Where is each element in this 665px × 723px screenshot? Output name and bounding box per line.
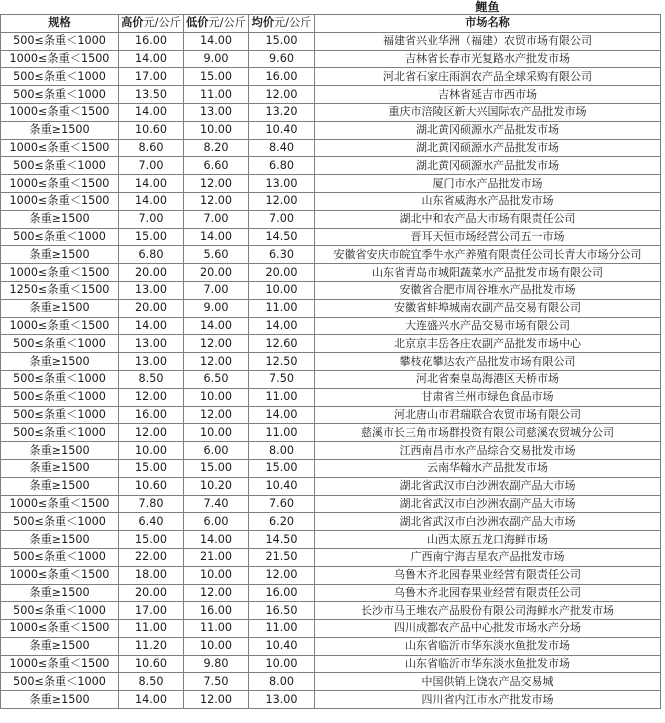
cell-avg-price[interactable]: 7.50	[249, 370, 315, 388]
sheet-title: 鲤鱼	[315, 0, 661, 15]
cell-avg-price[interactable]: 20.00	[249, 264, 315, 282]
cell-high-price[interactable]: 20.00	[119, 584, 184, 602]
cell-spec[interactable]: 500≤条重＜1000	[1, 335, 119, 353]
cell-spec[interactable]: 条重≥1500	[1, 531, 119, 549]
cell-high-price[interactable]: 8.50	[119, 370, 184, 388]
cell-spec[interactable]: 条重≥1500	[1, 210, 119, 228]
cell-high-price[interactable]: 12.00	[119, 424, 184, 442]
cell-market[interactable]: 广西南宁海吉星农产品批发市场	[315, 548, 661, 566]
cell-market[interactable]: 江西南昌市水产品综合交易批发市场	[315, 442, 661, 460]
header-spec[interactable]: 规格	[1, 15, 119, 33]
cell-avg-price[interactable]: 8.00	[249, 673, 315, 691]
cell-market[interactable]: 云南华翰水产品批发市场	[315, 459, 661, 477]
cell-avg-price[interactable]: 8.00	[249, 442, 315, 460]
cell-avg-price[interactable]: 12.00	[249, 192, 315, 210]
cell-avg-price[interactable]: 16.50	[249, 602, 315, 620]
cell-low-price[interactable]: 10.00	[184, 388, 249, 406]
cell-low-price[interactable]: 6.50	[184, 370, 249, 388]
cell-low-price[interactable]: 10.00	[184, 121, 249, 139]
cell-high-price[interactable]: 10.60	[119, 121, 184, 139]
cell-low-price[interactable]: 10.20	[184, 477, 249, 495]
cell-avg-price[interactable]: 11.00	[249, 620, 315, 638]
cell-avg-price[interactable]: 10.00	[249, 655, 315, 673]
table-row	[1, 175, 661, 193]
cell-avg-price[interactable]: 16.00	[249, 68, 315, 86]
cell-high-price[interactable]: 13.50	[119, 86, 184, 104]
cell-avg-price[interactable]: 12.60	[249, 335, 315, 353]
cell-low-price[interactable]: 12.00	[184, 335, 249, 353]
cell-spec[interactable]: 1250≤条重＜1500	[1, 281, 119, 299]
cell-avg-price[interactable]: 9.60	[249, 50, 315, 68]
cell-spec[interactable]: 500≤条重＜1000	[1, 228, 119, 246]
cell-market[interactable]: 乌鲁木齐北园春果业经营有限责任公司	[315, 566, 661, 584]
cell-spec[interactable]: 1000≤条重＜1500	[1, 495, 119, 513]
cell-spec[interactable]: 1000≤条重＜1500	[1, 50, 119, 68]
cell-market[interactable]: 河北省石家庄雨润农产品全球采购有限公司	[315, 68, 661, 86]
cell-avg-price[interactable]: 14.00	[249, 406, 315, 424]
table-row	[1, 335, 661, 353]
cell-avg-price[interactable]: 13.20	[249, 103, 315, 121]
cell-high-price[interactable]: 15.00	[119, 459, 184, 477]
cell-market[interactable]: 乌鲁木齐北园春果业经营有限责任公司	[315, 584, 661, 602]
cell-market[interactable]: 攀枝花攀达农产品批发市场有限公司	[315, 353, 661, 371]
table-row	[1, 459, 661, 477]
table-row	[1, 495, 661, 513]
cell-market[interactable]: 甘肃省兰州市绿色食品市场	[315, 388, 661, 406]
cell-low-price[interactable]: 14.00	[184, 531, 249, 549]
title-row	[1, 0, 661, 15]
cell-low-price[interactable]: 11.00	[184, 620, 249, 638]
cell-market[interactable]: 湖北黄冈硕源水产品批发市场	[315, 139, 661, 157]
cell-low-price[interactable]: 12.00	[184, 691, 249, 709]
cell-high-price[interactable]: 10.00	[119, 442, 184, 460]
cell-high-price[interactable]: 14.00	[119, 317, 184, 335]
cell-market[interactable]: 长沙市马王堆农产品股份有限公司海鲜水产批发市场	[315, 602, 661, 620]
cell-low-price[interactable]: 14.00	[184, 32, 249, 50]
cell-spec[interactable]: 条重≥1500	[1, 299, 119, 317]
cell-market[interactable]: 湖北黄冈硕源水产品批发市场	[315, 121, 661, 139]
cell-market[interactable]: 晋耳天恒市场经营公司五一市场	[315, 228, 661, 246]
cell-high-price[interactable]: 16.00	[119, 32, 184, 50]
cell-market[interactable]: 湖北省武汉市白沙洲农副产品大市场	[315, 477, 661, 495]
cell-low-price[interactable]: 12.00	[184, 353, 249, 371]
cell-avg-price[interactable]: 14.50	[249, 531, 315, 549]
cell-avg-price[interactable]: 16.00	[249, 584, 315, 602]
header-high-price[interactable]	[119, 15, 184, 33]
cell-high-price[interactable]: 10.60	[119, 477, 184, 495]
cell-market[interactable]: 安徽省安庆市皖宜季牛水产养殖有限责任公司长青大市场分公司	[315, 246, 661, 264]
cell-avg-price[interactable]: 21.50	[249, 548, 315, 566]
cell-high-price[interactable]: 14.00	[119, 50, 184, 68]
cell-market[interactable]: 重庆市涪陵区新大兴国际农产品批发市场	[315, 103, 661, 121]
table-row	[1, 86, 661, 104]
cell-low-price[interactable]: 14.00	[184, 317, 249, 335]
cell-market[interactable]: 厦门市水产品批发市场	[315, 175, 661, 193]
cell-market[interactable]: 山西太原五龙口海鲜市场	[315, 531, 661, 549]
table-row	[1, 637, 661, 655]
cell-high-price[interactable]: 15.00	[119, 228, 184, 246]
cell-avg-price[interactable]: 14.00	[249, 317, 315, 335]
cell-high-price[interactable]: 15.00	[119, 531, 184, 549]
cell-spec[interactable]: 500≤条重＜1000	[1, 406, 119, 424]
header-avg-price[interactable]	[249, 15, 315, 33]
cell-spec[interactable]: 1000≤条重＜1500	[1, 620, 119, 638]
cell-high-price[interactable]: 17.00	[119, 68, 184, 86]
cell-low-price[interactable]: 13.00	[184, 103, 249, 121]
cell-spec[interactable]: 500≤条重＜1000	[1, 602, 119, 620]
table-row	[1, 121, 661, 139]
table-row	[1, 655, 661, 673]
cell-spec[interactable]: 1000≤条重＜1500	[1, 566, 119, 584]
cell-high-price[interactable]: 7.00	[119, 157, 184, 175]
cell-spec[interactable]: 1000≤条重＜1500	[1, 192, 119, 210]
header-high-unit: 元/公斤	[143, 16, 181, 30]
cell-high-price[interactable]: 8.60	[119, 139, 184, 157]
cell-avg-price[interactable]: 10.40	[249, 121, 315, 139]
cell-spec[interactable]: 500≤条重＜1000	[1, 68, 119, 86]
cell-market[interactable]: 安徽省合肥市周谷堆水产品批发市场	[315, 281, 661, 299]
cell-market[interactable]: 吉林省长春市光复路水产批发市场	[315, 50, 661, 68]
cell-market[interactable]: 湖北省武汉市白沙洲农副产品大市场	[315, 513, 661, 531]
cell-low-price[interactable]: 5.60	[184, 246, 249, 264]
cell-high-price[interactable]: 13.00	[119, 335, 184, 353]
cell-low-price[interactable]: 6.00	[184, 513, 249, 531]
cell-high-price[interactable]: 8.50	[119, 673, 184, 691]
cell-market[interactable]: 湖北省武汉市白沙洲农副产品大市场	[315, 495, 661, 513]
cell-low-price[interactable]: 21.00	[184, 548, 249, 566]
cell-high-price[interactable]: 13.00	[119, 353, 184, 371]
cell-spec[interactable]: 1000≤条重＜1500	[1, 103, 119, 121]
cell-low-price[interactable]: 16.00	[184, 602, 249, 620]
cell-spec[interactable]: 条重≥1500	[1, 246, 119, 264]
cell-low-price[interactable]: 12.00	[184, 406, 249, 424]
cell-high-price[interactable]: 7.80	[119, 495, 184, 513]
cell-high-price[interactable]: 18.00	[119, 566, 184, 584]
cell-spec[interactable]: 500≤条重＜1000	[1, 513, 119, 531]
cell-low-price[interactable]: 10.00	[184, 637, 249, 655]
cell-low-price[interactable]: 20.00	[184, 264, 249, 282]
cell-market[interactable]: 河北唐山市君瑞联合农贸市场有限公司	[315, 406, 661, 424]
cell-spec[interactable]: 条重≥1500	[1, 121, 119, 139]
header-low-label: 低价	[186, 16, 209, 30]
table-row	[1, 50, 661, 68]
cell-market[interactable]: 安徽省蚌埠城南农副产品交易有限公司	[315, 299, 661, 317]
cell-avg-price[interactable]: 10.40	[249, 477, 315, 495]
header-high-label: 高价	[121, 16, 144, 30]
table-row	[1, 442, 661, 460]
cell-spec[interactable]: 500≤条重＜1000	[1, 370, 119, 388]
cell-market[interactable]: 吉林省延吉市西市场	[315, 86, 661, 104]
table-row	[1, 584, 661, 602]
cell-high-price[interactable]: 14.00	[119, 175, 184, 193]
table-row	[1, 139, 661, 157]
table-row	[1, 32, 661, 50]
cell-low-price[interactable]: 12.00	[184, 192, 249, 210]
cell-avg-price[interactable]: 12.00	[249, 566, 315, 584]
cell-high-price[interactable]: 17.00	[119, 602, 184, 620]
cell-avg-price[interactable]: 6.30	[249, 246, 315, 264]
cell-market[interactable]: 四川省内江市水产批发市场	[315, 691, 661, 709]
cell-avg-price[interactable]: 8.40	[249, 139, 315, 157]
cell-high-price[interactable]: 13.00	[119, 281, 184, 299]
table-row	[1, 264, 661, 282]
table-row	[1, 602, 661, 620]
header-avg-unit: 元/公斤	[274, 16, 312, 30]
table-row	[1, 424, 661, 442]
cell-spec[interactable]: 500≤条重＜1000	[1, 548, 119, 566]
cell-high-price[interactable]: 14.00	[119, 192, 184, 210]
cell-high-price[interactable]: 10.60	[119, 655, 184, 673]
table-row	[1, 566, 661, 584]
cell-spec[interactable]: 500≤条重＜1000	[1, 673, 119, 691]
cell-market[interactable]: 湖北中和农产品大市场有限责任公司	[315, 210, 661, 228]
cell-spec[interactable]: 条重≥1500	[1, 442, 119, 460]
header-avg-label: 均价	[251, 16, 275, 30]
cell-avg-price[interactable]: 6.80	[249, 157, 315, 175]
table-row	[1, 299, 661, 317]
cell-low-price[interactable]: 14.00	[184, 228, 249, 246]
cell-market[interactable]: 山东省临沂市华东淡水鱼批发市场	[315, 637, 661, 655]
cell-spec[interactable]: 500≤条重＜1000	[1, 86, 119, 104]
cell-market[interactable]: 山东省威海水产品批发市场	[315, 192, 661, 210]
table-row	[1, 317, 661, 335]
cell-low-price[interactable]: 8.20	[184, 139, 249, 157]
cell-spec[interactable]: 条重≥1500	[1, 637, 119, 655]
cell-low-price[interactable]: 7.50	[184, 673, 249, 691]
table-row	[1, 103, 661, 121]
cell-market[interactable]: 慈溪市长三角市场群投资有限公司慈溪农贸城分公司	[315, 424, 661, 442]
table-row	[1, 68, 661, 86]
cell-market[interactable]: 福建省兴业华洲（福建）农贸市场有限公司	[315, 32, 661, 50]
cell-avg-price[interactable]: 13.00	[249, 175, 315, 193]
cell-spec[interactable]: 条重≥1500	[1, 691, 119, 709]
table-row	[1, 477, 661, 495]
cell-high-price[interactable]: 7.00	[119, 210, 184, 228]
cell-low-price[interactable]: 7.00	[184, 281, 249, 299]
cell-avg-price[interactable]: 7.60	[249, 495, 315, 513]
cell-high-price[interactable]: 14.00	[119, 691, 184, 709]
cell-low-price[interactable]: 10.00	[184, 566, 249, 584]
cell-spec[interactable]: 500≤条重＜1000	[1, 424, 119, 442]
header-low-price[interactable]	[184, 15, 249, 33]
cell-low-price[interactable]: 6.60	[184, 157, 249, 175]
header-low-unit: 元/公斤	[208, 16, 246, 30]
table-row	[1, 246, 661, 264]
cell-avg-price[interactable]: 6.20	[249, 513, 315, 531]
cell-low-price[interactable]: 9.80	[184, 655, 249, 673]
table-row	[1, 388, 661, 406]
table-row	[1, 673, 661, 691]
table-row	[1, 406, 661, 424]
cell-spec[interactable]: 1000≤条重＜1500	[1, 655, 119, 673]
table-row	[1, 620, 661, 638]
cell-avg-price[interactable]: 11.00	[249, 424, 315, 442]
cell-market[interactable]: 北京京丰岳各庄农副产品批发市场中心	[315, 335, 661, 353]
table-row	[1, 157, 661, 175]
cell-spec[interactable]: 条重≥1500	[1, 459, 119, 477]
cell-avg-price[interactable]: 7.00	[249, 210, 315, 228]
cell-market[interactable]: 中国供销上饶农产品交易城	[315, 673, 661, 691]
cell-market[interactable]: 河北省秦皇岛海港区天桥市场	[315, 370, 661, 388]
header-market[interactable]: 市场名称	[315, 15, 661, 33]
cell-avg-price[interactable]: 10.40	[249, 637, 315, 655]
cell-high-price[interactable]: 11.20	[119, 637, 184, 655]
cell-low-price[interactable]: 15.00	[184, 68, 249, 86]
cell-low-price[interactable]: 11.00	[184, 86, 249, 104]
cell-spec[interactable]: 条重≥1500	[1, 584, 119, 602]
cell-market[interactable]: 大连盛兴水产品交易市场有限公司	[315, 317, 661, 335]
cell-spec[interactable]: 500≤条重＜1000	[1, 32, 119, 50]
cell-low-price[interactable]: 10.00	[184, 424, 249, 442]
cell-spec[interactable]: 500≤条重＜1000	[1, 388, 119, 406]
table-row	[1, 192, 661, 210]
table-body	[1, 32, 661, 708]
cell-high-price[interactable]: 14.00	[119, 103, 184, 121]
cell-spec[interactable]: 1000≤条重＜1500	[1, 317, 119, 335]
table-row	[1, 531, 661, 549]
cell-market[interactable]: 四川成都农产品中心批发市场水产分场	[315, 620, 661, 638]
table-row	[1, 370, 661, 388]
cell-low-price[interactable]: 9.00	[184, 50, 249, 68]
cell-avg-price[interactable]: 12.50	[249, 353, 315, 371]
cell-avg-price[interactable]: 11.00	[249, 299, 315, 317]
cell-high-price[interactable]: 22.00	[119, 548, 184, 566]
table-row	[1, 513, 661, 531]
table-row	[1, 281, 661, 299]
cell-high-price[interactable]: 20.00	[119, 264, 184, 282]
cell-low-price[interactable]: 6.00	[184, 442, 249, 460]
cell-market[interactable]: 山东省临沂市华东淡水鱼批发市场	[315, 655, 661, 673]
cell-market[interactable]: 山东省青岛市城阳蔬菜水产品批发市场有限公司	[315, 264, 661, 282]
table-row	[1, 210, 661, 228]
cell-avg-price[interactable]: 14.50	[249, 228, 315, 246]
cell-spec[interactable]: 条重≥1500	[1, 353, 119, 371]
cell-avg-price[interactable]: 11.00	[249, 388, 315, 406]
cell-market[interactable]: 湖北黄冈硕源水产品批发市场	[315, 157, 661, 175]
table-row	[1, 691, 661, 709]
cell-low-price[interactable]: 7.00	[184, 210, 249, 228]
cell-low-price[interactable]: 12.00	[184, 175, 249, 193]
header-row	[1, 15, 661, 33]
cell-avg-price[interactable]: 10.00	[249, 281, 315, 299]
cell-avg-price[interactable]: 15.00	[249, 459, 315, 477]
cell-low-price[interactable]: 7.40	[184, 495, 249, 513]
cell-spec[interactable]: 1000≤条重＜1500	[1, 175, 119, 193]
cell-high-price[interactable]: 6.80	[119, 246, 184, 264]
cell-high-price[interactable]: 12.00	[119, 388, 184, 406]
cell-low-price[interactable]: 12.00	[184, 584, 249, 602]
cell-high-price[interactable]: 20.00	[119, 299, 184, 317]
cell-spec[interactable]: 1000≤条重＜1500	[1, 139, 119, 157]
cell-low-price[interactable]: 15.00	[184, 459, 249, 477]
table-row	[1, 353, 661, 371]
cell-avg-price[interactable]: 13.00	[249, 691, 315, 709]
cell-avg-price[interactable]: 12.00	[249, 86, 315, 104]
cell-avg-price[interactable]: 15.00	[249, 32, 315, 50]
cell-high-price[interactable]: 11.00	[119, 620, 184, 638]
table-row	[1, 548, 661, 566]
cell-spec[interactable]: 500≤条重＜1000	[1, 157, 119, 175]
table-row	[1, 228, 661, 246]
cell-spec[interactable]: 条重≥1500	[1, 477, 119, 495]
cell-high-price[interactable]: 6.40	[119, 513, 184, 531]
cell-spec[interactable]: 1000≤条重＜1500	[1, 264, 119, 282]
cell-low-price[interactable]: 9.00	[184, 299, 249, 317]
cell-high-price[interactable]: 16.00	[119, 406, 184, 424]
